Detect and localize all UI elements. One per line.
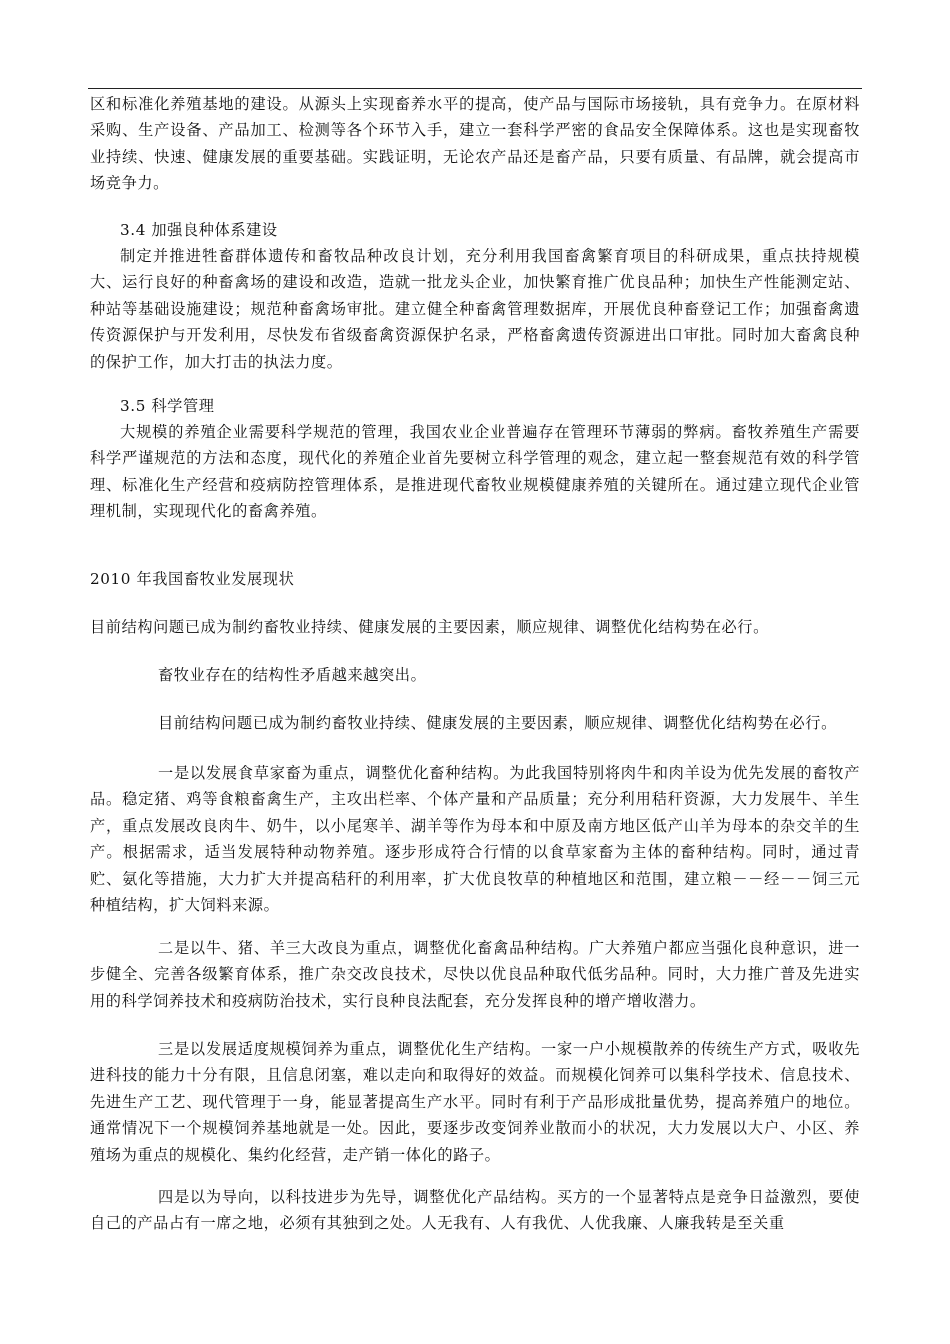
section-3-4-body: 制定并推进牲畜群体遗传和畜牧品种改良计划，充分利用我国畜禽繁育项目的科研成果，重点扶持规模大、运行良好的种畜禽场的建设和改造，造就一批龙头企业，加快繁育推广优良品种；加快生产性能测定站、种站等基础设施建设；规范种畜禽场审批。建立健全种畜禽管理数据库，开展优良种畜登记工作；加强畜禽遗传资源保护与开发利用，尽快发布省级畜禽资源保护名录，严格畜禽遗传资源进出口审批。同时加大畜禽良种的保护工作，加大打击的执法力度。 bbox=[90, 247, 860, 371]
point-4-paragraph: 四是以为导向，以科技进步为先导，调整优化产品结构。买方的一个显著特点是竞争日益激烈，要使自己的产品占有一席之地，必须有其独到之处。人无我有、人有我优、人优我廉、人廉我转是至关重 bbox=[90, 1188, 860, 1233]
section-3-5-heading: 3.5 科学管理 bbox=[120, 397, 215, 415]
section-3-5-body: 大规模的养殖企业需要科学规范的管理，我国农业企业普遍存在管理环节薄弱的弊病。畜牧养殖生产需要科学严谨规范的方法和态度，现代化的养殖企业首先要树立科学管理的观念，建立起一整套规范有效的科学管理、标准化生产经营和疫病防控管理体系，是推进现代畜牧业规模健康养殖的关键所在。通过建立现代企业管理机制，实现现代化的畜禽养殖。 bbox=[90, 423, 860, 521]
point-3-paragraph: 三是以发展适度规模饲养为重点，调整优化生产结构。一家一户小规模散养的传统生产方式，吸收先进科技的能力十分有限，且信息闭塞，难以走向和取得好的效益。而规模化饲养可以集科学技术、信息技术、先进生产工艺、现代管理于一身，能显著提高生产水平。同时有利于产品形成批量优势，提高养殖户的地位。通常情况下一个规模饲养基地就是一处。因此，要逐步改变饲养业散而小的状况，大力发展以大户、小区、养殖场为重点的规模化、集约化经营，走产销一体化的路子。 bbox=[90, 1040, 860, 1164]
lead-paragraph-2: 畜牧业存在的结构性矛盾越来越突出。 bbox=[158, 666, 427, 684]
header-rule bbox=[88, 88, 862, 89]
section-3-4-heading: 3.4 加强良种体系建设 bbox=[120, 221, 278, 239]
lead-paragraph-1: 目前结构问题已成为制约畜牧业持续、健康发展的主要因素，顺应规律、调整优化结构势在必行。 bbox=[90, 618, 769, 636]
point-1-paragraph: 一是以发展食草家畜为重点，调整优化畜种结构。为此我国特别将肉牛和肉羊设为优先发展的畜牧产品。稳定猪、鸡等食粮畜禽生产，主攻出栏率、个体产量和产品质量；充分利用秸秆资源，大力发展牛、羊生产，重点发展改良肉牛、奶牛，以小尾寒羊、湖羊等作为母本和中原及南方地区低产山羊为母本的杂交羊的生产。根据需求，适当发展特种动物养殖。逐步形成符合行情的以食草家畜为主体的畜种结构。同时，通过青贮、氨化等措施，大力扩大并提高秸秆的利用率，扩大优良牧草的种植地区和范围，建立粮－－经－－饲三元种植结构，扩大饲料来源。 bbox=[90, 764, 860, 915]
lead-paragraph-3: 目前结构问题已成为制约畜牧业持续、健康发展的主要因素，顺应规律、调整优化结构势在必行。 bbox=[158, 714, 837, 732]
intro-paragraph: 区和标准化养殖基地的建设。从源头上实现畜养水平的提高，使产品与国际市场接轨，具有竞争力。在原材料采购、生产设备、产品加工、检测等各个环节入手，建立一套科学严密的食品安全保障体系。这也是实现畜牧业持续、快速、健康发展的重要基础。实践证明，无论农产品还是畜产品，只要有质量、有品牌，就会提高市场竞争力。 bbox=[90, 95, 860, 193]
point-2-paragraph: 二是以牛、猪、羊三大改良为重点，调整优化畜禽品种结构。广大养殖户都应当强化良种意识，进一步健全、完善各级繁育体系，推广杂交改良技术，尽快以优良品种取代低劣品种。同时，大力推广普及先进实用的科学饲养技术和疫病防治技术，实行良种良法配套，充分发挥良种的增产增收潜力。 bbox=[90, 939, 860, 1010]
section-2010-title: 2010 年我国畜牧业发展现状 bbox=[90, 570, 295, 588]
